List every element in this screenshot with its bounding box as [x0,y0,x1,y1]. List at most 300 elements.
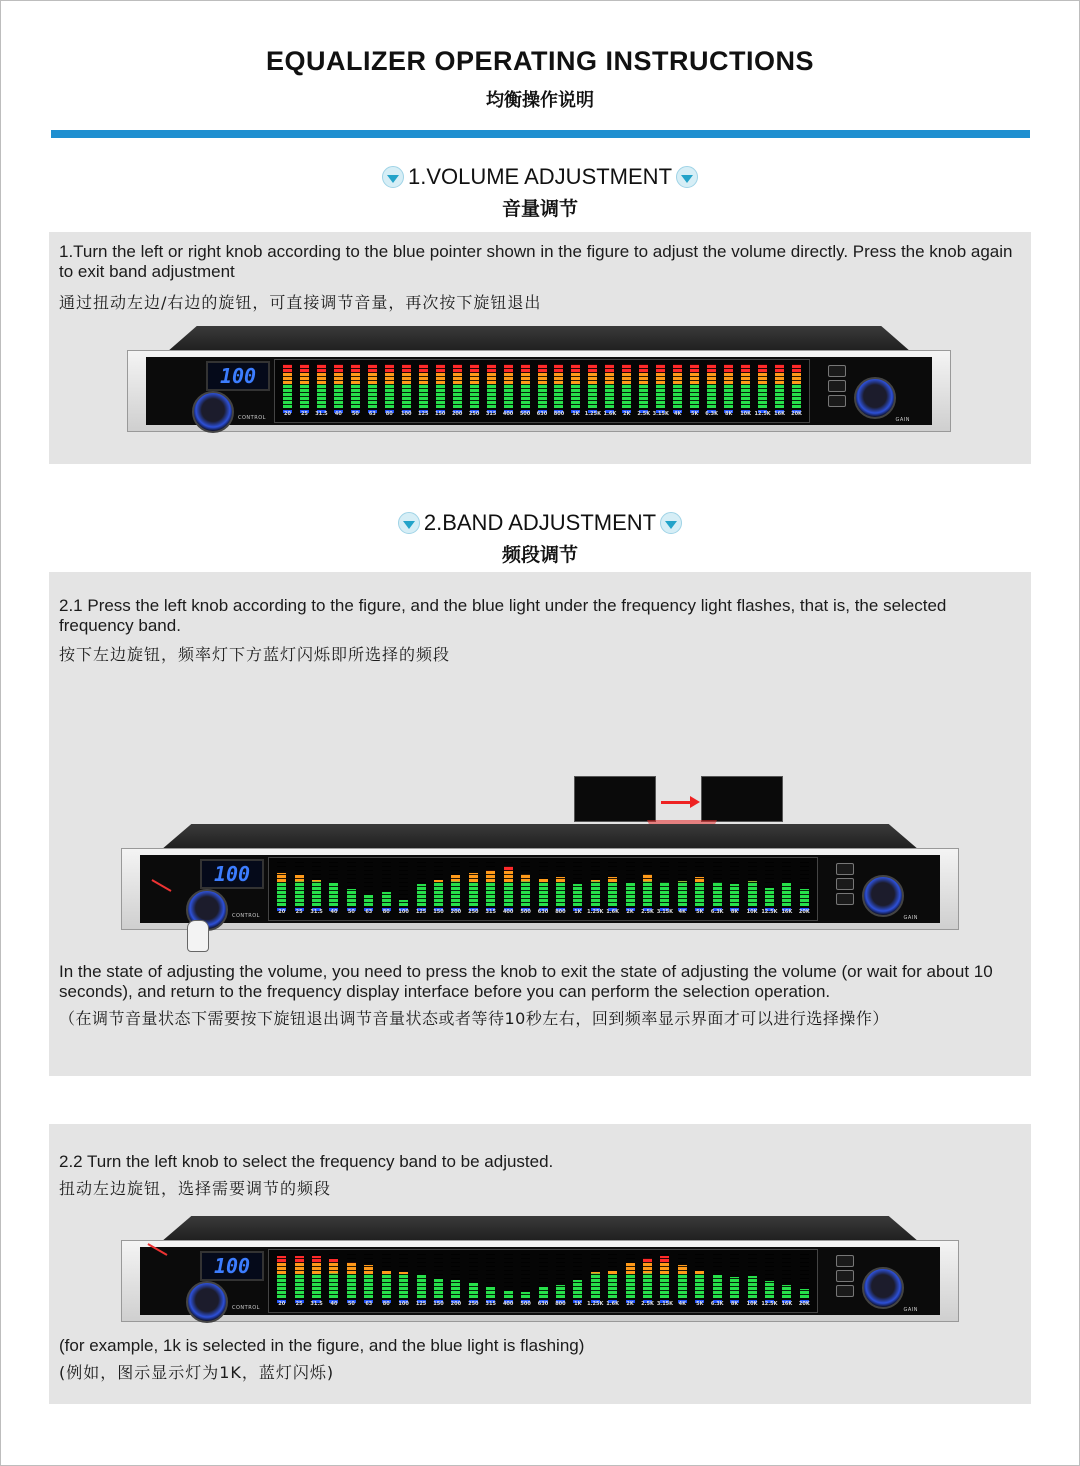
bar-segments [571,364,580,408]
spectrum-bar [417,1254,426,1298]
frequency-label: 3.15K [652,411,669,417]
bar-segments [608,1254,617,1298]
spectrum-bar [451,862,460,906]
frequency-label: 63 [365,909,373,915]
spectrum-screen [268,1249,818,1313]
spectrum-bar [364,862,373,906]
mode-button[interactable] [836,863,854,875]
bar-segments [504,862,513,906]
spectrum-bar [573,1254,582,1298]
bar-segments [295,862,304,906]
bar-segments [538,364,547,408]
device-front-panel [127,350,951,432]
spectrum-bar [741,364,750,408]
bar-segments [660,1254,669,1298]
spectrum-bar [470,364,479,408]
spectrum-bar [402,364,411,408]
volume-instruction-en: 1.Turn the left or right knob according to the blue pointer shown in the figure to adjust the volume directly. Press the knob again to exit band adjustment [59,242,1013,281]
bar-segments [573,862,582,906]
frequency-label: 100 [401,411,412,417]
bar-segments [758,364,767,408]
spectrum-bar [622,364,631,408]
frequency-label: 125 [415,1301,427,1307]
bar-segments [385,364,394,408]
frequency-labels [273,1301,813,1311]
frequency-labels [279,411,805,421]
control-label: CONTROL [238,415,266,421]
spectrum-bar [695,1254,704,1298]
mode-button[interactable] [836,1255,854,1267]
down-triangle-icon [660,512,682,534]
bar-segments [730,1254,739,1298]
spectrum-bar [748,862,757,906]
frequency-label: 8K [730,1301,739,1307]
frequency-label: 25 [295,909,303,915]
bar-segments [741,364,750,408]
frequency-label: 1.25K [587,909,604,915]
frequency-label: 500 [520,1301,531,1307]
bar-segments [591,1254,600,1298]
spectrum-bar [639,364,648,408]
spectrum-bar [347,1254,356,1298]
spectrum-bar [608,1254,617,1298]
spectrum-bar [782,862,791,906]
bar-segments [605,364,614,408]
spectrum-bar [673,364,682,408]
gain-label: GAIN [903,915,918,921]
down-triangle-icon [382,166,404,188]
bar-segments [382,862,391,906]
mode-button[interactable] [828,395,846,407]
frequency-label: 500 [519,411,531,417]
frequency-label: 400 [502,411,514,417]
spectrum-bar [626,1254,635,1298]
section-volume-subtitle: 音量调节 [501,198,578,220]
spectrum-bar [347,862,356,906]
frequency-label: 5K [691,411,699,417]
before-selection-thumbnail [574,776,656,822]
mode-button[interactable] [828,365,846,377]
frequency-label: 25 [295,1301,303,1307]
band-press-note-cn: （在调节音量状态下需要按下旋钮退出调节音量状态或者等待10秒左右，回到频率显示界面才可以进行选择操作） [59,1009,889,1028]
spectrum-bar [539,1254,548,1298]
bar-segments [556,1254,565,1298]
bar-segments [713,1254,722,1298]
bar-segments [748,862,757,906]
frequency-label: 40 [334,411,342,417]
spectrum-bar [277,862,286,906]
bar-segments [419,364,428,408]
mode-buttons [836,863,854,908]
spectrum-bar [329,1254,338,1298]
bar-segments [626,862,635,906]
bar-segments [800,862,809,906]
mode-button[interactable] [836,1285,854,1297]
frequency-label: 63 [365,1301,373,1307]
bar-segments [300,364,309,408]
bar-segments [800,1254,809,1298]
control-label: CONTROL [232,913,260,919]
right-gain-knob[interactable] [862,875,904,917]
right-gain-knob[interactable] [854,377,896,419]
bar-segments [707,364,716,408]
band-turn-example-en: (for example, 1k is selected in the figure, and the blue light is flashing) [59,1336,585,1355]
frequency-label: 500 [520,909,531,915]
bar-segments [312,1254,321,1298]
spectrum-bar [730,1254,739,1298]
after-selection-thumbnail [701,776,783,822]
frequency-label: 1.6K [606,1301,620,1307]
spectrum-bar [707,364,716,408]
bar-segments [486,862,495,906]
frequency-label: 20 [278,1301,286,1307]
spectrum-bar [573,862,582,906]
bar-segments [486,1254,495,1298]
frequency-label: 3.15K [656,1301,674,1307]
left-control-knob[interactable] [192,391,234,433]
bar-segments [436,364,445,408]
spectrum-bar [678,1254,687,1298]
frequency-label: 2K [623,411,631,417]
bar-segments [690,364,699,408]
spectrum-bar [351,364,360,408]
device-top-cover [161,824,919,850]
bar-segments [639,364,648,408]
frequency-label: 630 [537,909,549,915]
frequency-label: 20K [798,1301,810,1307]
spectrum-bar [469,862,478,906]
spectrum-bar [713,1254,722,1298]
bar-segments [588,364,597,408]
mode-buttons [828,365,846,410]
frequency-label: 800 [553,411,565,417]
bar-segments [312,862,321,906]
spectrum-bar [334,364,343,408]
spectrum-bar [556,1254,565,1298]
mode-button[interactable] [836,893,854,905]
spectrum-bar [436,364,445,408]
frequency-label: 630 [536,411,548,417]
frequency-label: 1.25K [584,411,601,417]
bar-segments [402,364,411,408]
bar-segments [417,862,426,906]
spectrum-bar [758,364,767,408]
frequency-label: 250 [468,909,479,915]
spectrum-bar [317,364,326,408]
arrow-right-icon [661,801,691,804]
spectrum-bar [765,862,774,906]
spectrum-bar [765,1254,774,1298]
bar-segments [382,1254,391,1298]
device-bezel [140,1247,940,1315]
right-gain-knob[interactable] [862,1267,904,1309]
spectrum-bar [605,364,614,408]
bar-segments [504,364,513,408]
bar-segments [748,1254,757,1298]
spectrum-bar [487,364,496,408]
frequency-label: 80 [382,909,390,915]
page-subtitle: 均衡操作说明 [486,90,594,111]
frequency-label: 16K [774,411,785,417]
frequency-label: 5K [696,1301,704,1307]
spectrum-bar [690,364,699,408]
frequency-label: 5K [696,909,704,915]
spectrum-bar [295,1254,304,1298]
frequency-label: 50 [351,411,359,417]
spectrum-bar [782,1254,791,1298]
bar-segments [678,862,687,906]
frequency-label: 3.15K [656,909,674,915]
frequency-label: 6.3K [710,909,724,915]
bar-segments [695,1254,704,1298]
bar-segments [364,1254,373,1298]
spectrum-bar [486,862,495,906]
spectrum-bar [748,1254,757,1298]
bar-segments [451,862,460,906]
frequency-label: 2K [626,1301,634,1307]
spectrum-bars [273,1254,813,1298]
bar-segments [775,364,784,408]
frequency-label: 40 [330,1301,338,1307]
spectrum-bar [368,364,377,408]
bar-segments [434,862,443,906]
bar-segments [521,364,530,408]
spectrum-bar [800,1254,809,1298]
bar-segments [730,862,739,906]
spectrum-bar [382,862,391,906]
spectrum-bar [775,364,784,408]
frequency-label: 20K [798,909,810,915]
frequency-label: 315 [485,909,496,915]
spectrum-bar [643,862,652,906]
bar-segments [792,364,801,408]
section-volume-title: 1.VOLUME ADJUSTMENT [407,164,673,189]
frequency-label: 800 [555,1301,566,1307]
spectrum-bar [591,1254,600,1298]
spectrum-bar [329,862,338,906]
panel-volume [49,232,1031,464]
spectrum-bar [724,364,733,408]
spectrum-bar [399,1254,408,1298]
bar-segments [504,1254,513,1298]
frequency-label: 400 [502,909,514,915]
mode-buttons [836,1255,854,1300]
bar-segments [608,862,617,906]
equalizer-device [121,824,959,930]
spectrum-bar [385,364,394,408]
band-press-instruction-cn: 按下左边旋钮，频率灯下方蓝灯闪烁即所选择的频段 [59,645,451,664]
equalizer-device [121,1216,959,1322]
frequency-label: 80 [385,411,393,417]
bar-segments [765,1254,774,1298]
section-volume-heading [0,164,1080,221]
spectrum-bar [588,364,597,408]
equalizer-device [127,326,951,430]
spectrum-bar [591,862,600,906]
spectrum-bar [554,364,563,408]
frequency-label: 1K [574,1301,582,1307]
bar-segments [334,364,343,408]
bar-segments [556,862,565,906]
panel-band-press [49,572,1031,1076]
bar-segments [713,862,722,906]
frequency-label: 200 [450,909,462,915]
bar-segments [539,1254,548,1298]
bar-segments [399,1254,408,1298]
bar-segments [451,1254,460,1298]
bar-segments [695,862,704,906]
band-turn-example-cn: (例如，图示显示灯为1K，蓝灯闪烁) [59,1363,335,1382]
frequency-label: 315 [485,1301,496,1307]
spectrum-bar [504,1254,513,1298]
panel-band-turn [49,1124,1031,1404]
frequency-label: 10K [740,411,752,417]
band-turn-instruction-en: 2.2 Turn the left knob to select the frequency band to be adjusted. [59,1152,554,1171]
spectrum-bar [538,364,547,408]
frequency-label: 6.3K [710,1301,724,1307]
frequency-label: 200 [450,1301,462,1307]
gain-label: GAIN [903,1307,918,1313]
bar-segments [660,862,669,906]
bar-segments [329,1254,338,1298]
frequency-label: 20K [791,411,802,417]
spectrum-bar [453,364,462,408]
spectrum-screen [268,857,818,921]
spectrum-bar [521,364,530,408]
frequency-label: 2.5K [641,1301,654,1307]
bar-segments [591,862,600,906]
bar-segments [782,862,791,906]
device-front-panel [121,848,959,930]
frequency-label: 12.5K [761,1301,778,1307]
spectrum-bar [678,862,687,906]
spectrum-bar [382,1254,391,1298]
frequency-label: 400 [502,1301,514,1307]
spectrum-bar [656,364,665,408]
spectrum-bar [283,364,292,408]
bar-segments [539,862,548,906]
section-band-heading [0,510,1080,567]
frequency-label: 150 [433,1301,444,1307]
section-band-title: 2.BAND ADJUSTMENT [423,510,657,535]
spectrum-bar [660,1254,669,1298]
spectrum-bar [364,1254,373,1298]
bar-segments [521,1254,530,1298]
control-label: CONTROL [232,1305,260,1311]
spectrum-bar [539,862,548,906]
frequency-label: 630 [537,1301,549,1307]
band-press-instruction-en: 2.1 Press the left knob according to the figure, and the blue light under the frequency light flashes, that is, the selected frequency band. [59,596,947,635]
bar-segments [765,862,774,906]
device-front-panel [121,1240,959,1322]
bar-segments [434,1254,443,1298]
spectrum-screen [274,359,810,423]
frequency-label: 1K [572,411,580,417]
frequency-label: 8K [724,411,733,417]
spectrum-bar [312,862,321,906]
spectrum-bar [643,1254,652,1298]
frequency-label: 1.25K [587,1301,604,1307]
bar-segments [622,364,631,408]
left-control-knob[interactable] [186,1281,228,1323]
bar-segments [453,364,462,408]
bar-segments [364,862,373,906]
frequency-label: 1.6K [603,411,617,417]
bar-segments [487,364,496,408]
bar-segments [554,364,563,408]
mode-button[interactable] [828,380,846,392]
frequency-label: 80 [382,1301,390,1307]
frequency-label: 50 [347,909,355,915]
bar-segments [277,862,286,906]
spectrum-bar [556,862,565,906]
frequency-label: 12.5K [761,909,778,915]
spectrum-bar [277,1254,286,1298]
spectrum-bar [730,862,739,906]
bar-segments [469,862,478,906]
bar-segments [678,1254,687,1298]
spectrum-bar [800,862,809,906]
spectrum-bar [417,862,426,906]
frequency-label: 315 [485,411,497,417]
frequency-label: 10K [746,1301,758,1307]
spectrum-bar [571,364,580,408]
frequency-label: 125 [415,909,427,915]
frequency-label: 63 [368,411,376,417]
volume-display: 100 [206,361,270,391]
frequency-labels [273,909,813,919]
frequency-label: 1.6K [606,909,620,915]
spectrum-bar [521,1254,530,1298]
frequency-label: 20 [278,909,286,915]
bar-segments [347,1254,356,1298]
frequency-label: 16K [781,1301,793,1307]
spectrum-bar [486,1254,495,1298]
frequency-label: 31.5 [315,411,328,417]
spectrum-bar [660,862,669,906]
spectrum-bar [399,862,408,906]
spectrum-bar [626,862,635,906]
bar-segments [656,364,665,408]
frequency-label: 150 [433,909,444,915]
down-triangle-icon [676,166,698,188]
frequency-label: 1K [574,909,582,915]
frequency-label: 800 [555,909,566,915]
spectrum-bar [434,862,443,906]
volume-display: 100 [200,859,264,889]
frequency-label: 100 [398,1301,409,1307]
frequency-label: 4K [678,909,687,915]
bar-segments [626,1254,635,1298]
spectrum-bar [521,862,530,906]
frequency-label: 31.5 [310,909,323,915]
mode-button[interactable] [836,878,854,890]
mode-button[interactable] [836,1270,854,1282]
bar-segments [673,364,682,408]
frequency-label: 250 [468,411,480,417]
frequency-label: 4K [674,411,682,417]
bar-segments [329,862,338,906]
frequency-label: 8K [730,909,739,915]
spectrum-bar [419,364,428,408]
frequency-label: 125 [418,411,429,417]
spectrum-bars [279,364,805,408]
bar-segments [399,862,408,906]
volume-instruction-cn: 通过扭动左边/右边的旋钮，可直接调节音量，再次按下旋钮退出 [59,293,542,312]
bar-segments [724,364,733,408]
device-bezel [140,855,940,923]
spectrum-bar [295,862,304,906]
